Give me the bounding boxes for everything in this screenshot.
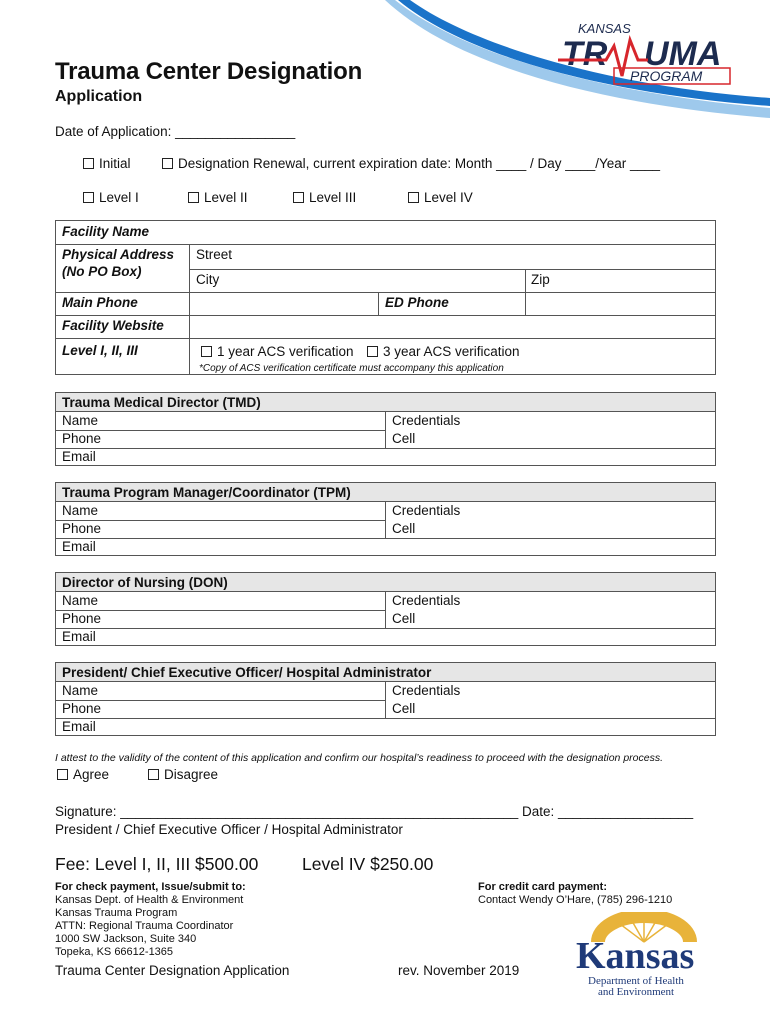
checkbox-icon — [162, 158, 173, 169]
date-of-application-field[interactable]: Date of Application: ________________ — [55, 124, 296, 139]
cell-field[interactable]: Cell — [392, 431, 416, 446]
contact-heading: President/ Chief Executive Officer/ Hospital Administrator — [62, 665, 432, 680]
acs-1-year-label: 1 year ACS verification — [217, 344, 354, 359]
phone-field[interactable]: Phone — [62, 431, 102, 446]
agree-checkbox[interactable] — [57, 767, 109, 782]
check-address-line: Topeka, KS 66612-1365 — [55, 946, 174, 958]
level-2-checkbox[interactable] — [188, 190, 248, 205]
level-2-label: Level II — [204, 190, 248, 205]
check-address-line: ATTN: Regional Trauma Coordinator — [55, 920, 234, 932]
logo-kansas-text: KANSAS — [578, 21, 631, 36]
street-field[interactable]: Street — [196, 247, 233, 262]
checkbox-icon — [57, 769, 68, 780]
phone-field[interactable]: Phone — [62, 611, 102, 626]
contact-box-tmd — [55, 392, 716, 466]
fee-level-1-3: Fee: Level I, II, III $500.00 — [55, 854, 259, 874]
checkbox-icon — [83, 192, 94, 203]
checkbox-icon — [293, 192, 304, 203]
name-field[interactable]: Name — [62, 413, 99, 428]
checkbox-icon — [188, 192, 199, 203]
kansas-trauma-logo — [556, 18, 734, 88]
check-address-line: Kansas Trauma Program — [55, 907, 178, 919]
renewal-checkbox[interactable] — [162, 156, 660, 171]
acs-3-year-label: 3 year ACS verification — [383, 344, 520, 359]
credentials-field[interactable]: Credentials — [392, 593, 461, 608]
signature-title: President / Chief Executive Officer / Hospital Administrator — [55, 822, 403, 837]
main-phone-label: Main Phone — [62, 295, 138, 310]
check-payment-heading: For check payment, Issue/submit to: — [55, 881, 246, 893]
checkbox-icon — [148, 769, 159, 780]
name-field[interactable]: Name — [62, 683, 99, 698]
contact-heading: Trauma Program Manager/Coordinator (TPM) — [62, 485, 351, 500]
page-title: Trauma Center Designation — [55, 58, 363, 85]
card-payment-heading: For credit card payment: — [478, 881, 607, 893]
facility-website-label: Facility Website — [62, 318, 164, 333]
disagree-checkbox[interactable] — [148, 767, 218, 782]
kdhe-line-2: and Environment — [598, 986, 675, 998]
cell-field[interactable]: Cell — [392, 701, 416, 716]
footer-revision: rev. November 2019 — [398, 963, 520, 978]
check-address-line: Kansas Dept. of Health & Environment — [55, 894, 244, 906]
kdhe-logo — [572, 912, 717, 998]
cell-field[interactable]: Cell — [392, 521, 416, 536]
email-field[interactable]: Email — [62, 449, 96, 464]
level-3-label: Level III — [309, 190, 357, 205]
level-4-label: Level IV — [424, 190, 473, 205]
initial-checkbox[interactable] — [83, 156, 131, 171]
credentials-field[interactable]: Credentials — [392, 413, 461, 428]
credentials-field[interactable]: Credentials — [392, 503, 461, 518]
logo-program-text: PROGRAM — [630, 68, 703, 84]
contact-heading: Trauma Medical Director (TMD) — [62, 395, 261, 410]
name-field[interactable]: Name — [62, 593, 99, 608]
level-1-label: Level I — [99, 190, 139, 205]
attestation-text: I attest to the validity of the content of this application and confirm our hospital’s readiness to proceed with the designation process. — [55, 752, 663, 764]
zip-field[interactable]: Zip — [531, 272, 550, 287]
facility-info-table — [55, 220, 716, 375]
signature-line[interactable]: Signature: _____________________________________________________ Date: __________________ — [55, 804, 694, 819]
checkbox-icon — [408, 192, 419, 203]
acs-1-year-checkbox[interactable] — [201, 344, 354, 359]
acs-note: *Copy of ACS verification certificate must accompany this application — [199, 363, 504, 374]
contact-box-tpm — [55, 482, 716, 556]
ed-phone-label: ED Phone — [385, 295, 449, 310]
acs-3-year-checkbox[interactable] — [367, 344, 520, 359]
kdhe-line-1: Department of Health — [588, 975, 684, 987]
level-4-checkbox[interactable] — [408, 190, 473, 205]
email-field[interactable]: Email — [62, 719, 96, 734]
phone-field[interactable]: Phone — [62, 701, 102, 716]
kdhe-kansas-text: Kansas — [576, 935, 695, 977]
name-field[interactable]: Name — [62, 503, 99, 518]
renewal-label: Designation Renewal, current expiration date: Month ____ / Day ____/Year ____ — [178, 156, 661, 171]
no-po-box-label: (No PO Box) — [62, 264, 142, 279]
city-field[interactable]: City — [196, 272, 220, 287]
level-1-checkbox[interactable] — [83, 190, 139, 205]
physical-address-label: Physical Address — [62, 247, 175, 262]
disagree-label: Disagree — [164, 767, 219, 782]
footer-title: Trauma Center Designation Application — [55, 963, 290, 978]
email-field[interactable]: Email — [62, 629, 96, 644]
level-label: Level I, II, III — [62, 343, 138, 358]
logo-uma-text: UMA — [644, 35, 722, 73]
checkbox-icon — [201, 346, 212, 357]
page-subtitle: Application — [55, 88, 143, 105]
logo-tr-text: TR — [562, 35, 608, 73]
card-payment-contact: Contact Wendy O’Hare, (785) 296-1210 — [478, 894, 673, 906]
check-address-line: 1000 SW Jackson, Suite 340 — [55, 933, 197, 945]
fee-level-4: Level IV $250.00 — [302, 854, 434, 874]
facility-name-label: Facility Name — [62, 224, 150, 239]
agree-label: Agree — [73, 767, 110, 782]
contact-heading: Director of Nursing (DON) — [62, 575, 228, 590]
credentials-field[interactable]: Credentials — [392, 683, 461, 698]
checkbox-icon — [367, 346, 378, 357]
initial-label: Initial — [99, 156, 131, 171]
phone-field[interactable]: Phone — [62, 521, 102, 536]
email-field[interactable]: Email — [62, 539, 96, 554]
checkbox-icon — [83, 158, 94, 169]
level-3-checkbox[interactable] — [293, 190, 356, 205]
contact-box-ceo — [55, 662, 716, 736]
cell-field[interactable]: Cell — [392, 611, 416, 626]
contact-box-don — [55, 572, 716, 646]
